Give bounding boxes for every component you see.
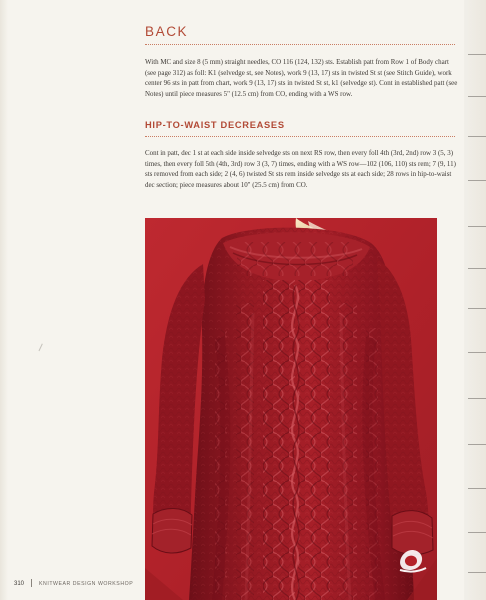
hip-decrease-instructions: Cont in patt, dec 1 st at each side inside selvedge sts on next RS row, then every foll 4th (3rd, 2nd) row 3 (5, 3) times, then every foll 5th (4th, 3rd) row 3 (3, 7) times, ending with a WS row—102 (106, 110) sts rem; 7 (9, 11) sts removed from each side; 2 (4, 6) twisted St sts rem inside selvedge sts at each side; 28 rows in hip-to-waist dec section; piece measures about 10" (25.5 cm) from CO. [145, 149, 456, 189]
page-footer [14, 579, 133, 587]
footer-divider [31, 579, 32, 587]
page-edge-line [468, 136, 486, 137]
page-edge-line [468, 532, 486, 533]
page-edge-line [468, 572, 486, 573]
page-edge-line [468, 54, 486, 55]
page-edge-line [468, 268, 486, 269]
page-edge-line [468, 308, 486, 309]
page-edge-line [468, 352, 486, 353]
dotted-divider [145, 136, 455, 137]
page-edge-line [468, 226, 486, 227]
page-edge-line [468, 180, 486, 181]
cardigan-illustration [145, 218, 437, 600]
page-edge-line [468, 398, 486, 399]
sweater-photo [145, 218, 437, 600]
page-number: 310 [14, 581, 25, 587]
page-edge-line [468, 488, 486, 489]
page-edge [464, 0, 486, 600]
dotted-divider [145, 44, 455, 45]
page-gutter [0, 0, 8, 600]
book-title: KNITWEAR DESIGN WORKSHOP [39, 581, 134, 587]
section-heading-hip-decreases: HIP-TO-WAIST DECREASES [145, 120, 285, 130]
section-heading-back: BACK [145, 24, 189, 39]
back-instructions: With MC and size 8 (5 mm) straight needles, CO 116 (124, 132) sts. Establish patt from Row 1 of Body chart (see page 312) as foll: K1 (selvedge st, see Notes), work 9 (13, 17) sts in twisted St st (see Stitch Guide), work center 96 sts in patt from chart, work 9 (13, 17) sts in twisted St st, k1 (selvedge st). Cont in established patt (see Notes) until piece measures 5" (12.5 cm) from CO, ending with a WS row. [145, 58, 458, 98]
page-edge-line [468, 444, 486, 445]
scan-artifact [38, 344, 45, 353]
page-edge-line [468, 96, 486, 97]
publisher-logo-icon [395, 547, 429, 575]
